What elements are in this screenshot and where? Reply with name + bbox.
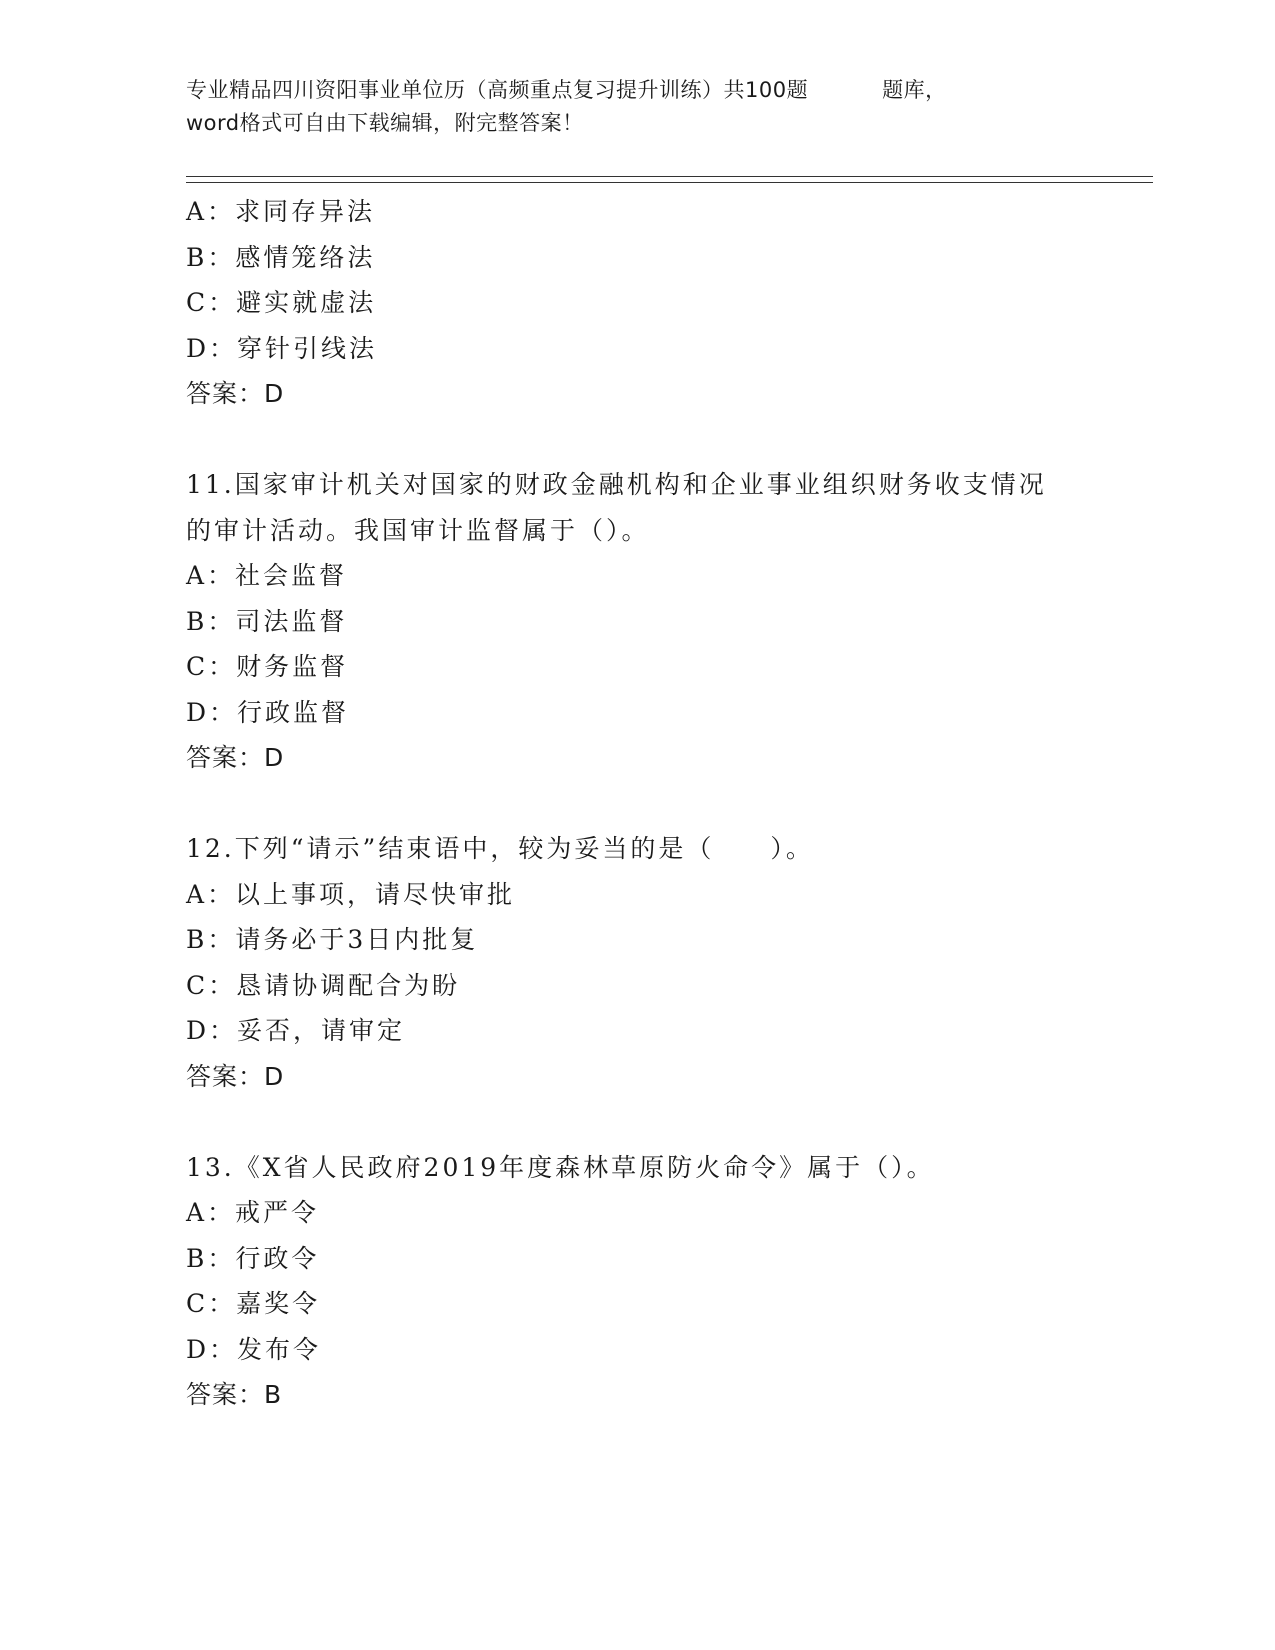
answer-line: 答案：D [186,1061,285,1091]
header-title-text: 专业精品四川资阳事业单位历（高频重点复习提升训练）共100题 [186,78,809,102]
answer-line: 答案：B [186,1380,283,1409]
option-d: D：行政监督 [186,697,350,727]
option-a: A：以上事项，请尽快审批 [186,879,516,909]
option-d: D：妥否，请审定 [186,1016,406,1045]
header-divider-top [186,176,1153,177]
option-b: B：司法监督 [186,606,348,636]
question-list [186,189,1146,1418]
option-b: B：感情笼络法 [186,242,376,272]
answer-line: 答案：D [186,743,285,772]
question-stem: 12.下列“请示”结束语中，较为妥当的是（ ）。 [186,834,814,863]
question-stem: 11.国家审计机关对国家的财政金融机构和企业事业组织财务收支情况 [186,470,1047,499]
header-title-suffix: 题库， [882,78,947,102]
option-c: C：避实就虚法 [186,288,377,317]
question-block-11 [186,462,1146,781]
header-divider-bottom [186,182,1153,183]
option-c: C：恳请协调配合为盼 [186,970,461,1000]
header-line-1 [186,74,1086,107]
question-stem: 13.《X省人民政府2019年度森林草原防火命令》属于（）。 [186,1152,935,1182]
option-a: A：求同存异法 [186,197,376,226]
document-header [186,74,1086,140]
option-a: A：社会监督 [186,561,348,590]
option-b: B：行政令 [186,1243,320,1273]
question-stem-continued: 的审计活动。我国审计监督属于（）。 [186,515,650,545]
option-c: C：嘉奖令 [186,1289,321,1318]
option-d: D：穿针引线法 [186,333,378,363]
option-a: A：戒严令 [186,1198,320,1227]
question-block-12 [186,826,1146,1099]
option-b: B：请务必于3日内批复 [186,925,479,954]
header-line-2: word格式可自由下载编辑，附完整答案！ [186,111,584,135]
option-c: C：财务监督 [186,652,349,681]
question-block-13 [186,1145,1146,1418]
question-block-continued [186,189,1146,417]
answer-line: 答案：D [186,379,285,408]
option-d: D：发布令 [186,1334,322,1364]
